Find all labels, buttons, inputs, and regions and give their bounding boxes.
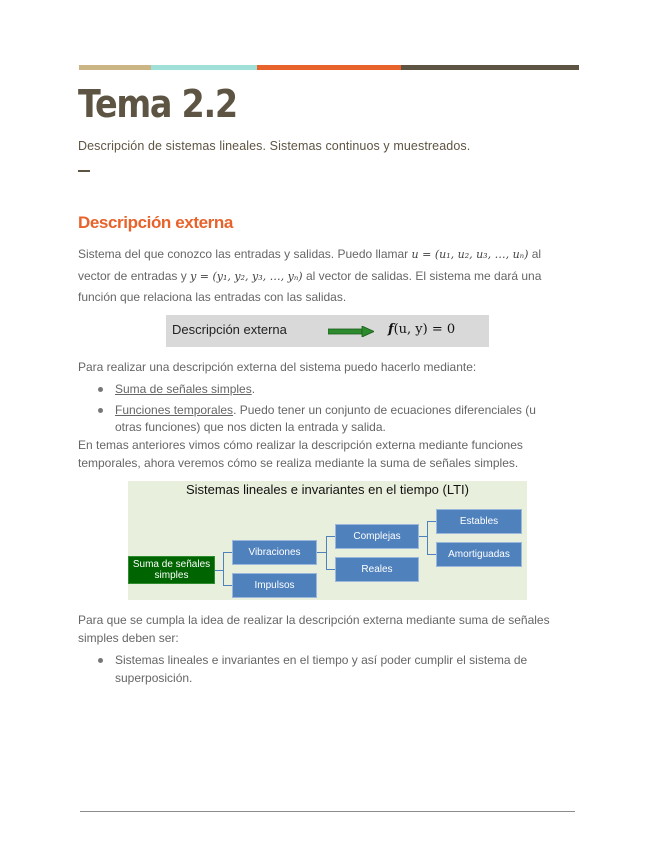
footer-divider [80, 811, 575, 812]
color-bar-segment-tan [79, 65, 151, 70]
color-bar-segment-teal [151, 65, 257, 70]
page-title: Tema 2.2 [78, 82, 237, 126]
connector [427, 554, 436, 555]
previous-topics-paragraph: En temas anteriores vimos cómo realizar la descripción externa mediante funciones temporales, ahora veremos cómo se realiza mediante la suma de señales simples. [78, 438, 523, 470]
temporal-functions-link[interactable]: Funciones temporales [115, 402, 234, 417]
list-item-text: . Puedo tener un conjunto de ecuaciones diferenciales (u otras funciones) que nos dicten la entrada y salida. [115, 402, 536, 434]
title-divider [78, 170, 90, 172]
input-vector-equation: u = (u₁, u₂, u₃, …, uₙ) [411, 248, 529, 261]
intro-text-3: al vector de salidas. El sistema me dará una función que relaciona las entradas con las salidas. [78, 268, 542, 304]
node-complejas: Complejas [335, 524, 419, 549]
node-suma-senales: Suma de señales simples [128, 556, 215, 584]
connector [427, 521, 436, 522]
section-heading: Descripción externa [78, 213, 233, 232]
external-description-label: Descripción externa [172, 322, 287, 337]
conditions-list [78, 652, 558, 690]
formula-arguments: (u, y) = 0 [393, 322, 456, 337]
node-amortiguadas: Amortiguadas [436, 542, 522, 567]
connector [223, 585, 232, 586]
node-reales: Reales [335, 557, 419, 582]
right-arrow-icon [328, 326, 374, 337]
connector [215, 570, 223, 571]
color-bar-segment-orange [257, 65, 401, 70]
node-impulsos: Impulsos [232, 573, 317, 598]
formula-function: f [388, 322, 394, 337]
connector [317, 552, 326, 553]
means-list [78, 381, 558, 440]
list-item [78, 381, 558, 399]
external-description-figure [166, 315, 489, 347]
page-subtitle: Descripción de sistemas lineales. Sistemas continuos y muestreados. [78, 139, 471, 153]
diagram-title: Sistemas lineales e invariantes en el tiempo (LTI) [186, 482, 469, 497]
means-paragraph: Para realizar una descripción externa del sistema puedo hacerlo mediante: [78, 360, 477, 374]
intro-text-1: Sistema del que conozco las entradas y salidas. Puedo llamar [78, 247, 409, 261]
header-color-bar [79, 65, 579, 70]
node-estables: Estables [436, 509, 522, 534]
connector [419, 536, 427, 537]
connector [427, 521, 428, 555]
connector [223, 552, 224, 586]
connector [326, 536, 335, 537]
list-item [78, 402, 558, 437]
connector [326, 536, 327, 570]
intro-paragraph [78, 244, 568, 309]
connector [223, 552, 232, 553]
output-vector-equation: y = (y₁, y₂, y₃, …, yₙ) [190, 269, 303, 283]
conditions-paragraph: Para que se cumpla la idea de realizar la descripción externa mediante suma de señales simples deben ser: [78, 613, 550, 645]
simple-signals-link[interactable]: Suma de señales simples [115, 382, 252, 396]
color-bar-segment-brown [401, 65, 579, 70]
connector [326, 569, 335, 570]
lti-diagram [128, 481, 527, 600]
intro-text-2: al vector de entradas y [78, 247, 542, 283]
list-item: Sistemas lineales e invariantes en el tiempo y así poder cumplir el sistema de superposición. [78, 652, 558, 687]
list-item-text: . [251, 382, 256, 396]
node-vibraciones: Vibraciones [232, 540, 317, 565]
external-description-formula [388, 322, 455, 337]
